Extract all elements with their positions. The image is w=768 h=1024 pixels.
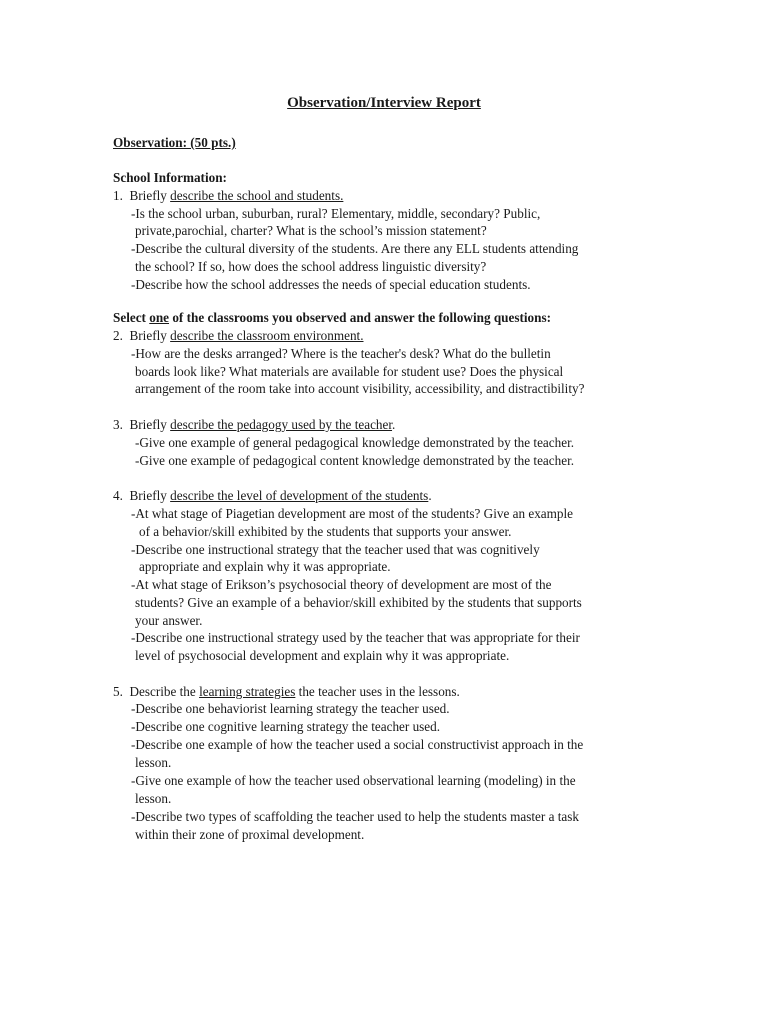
question-4-line: -At what stage of Piagetian development are most of the students? Give an example xyxy=(131,506,574,521)
question-2-line: -How are the desks arranged? Where is the teacher's desk? What do the bulletin xyxy=(131,346,551,361)
question-5-line: within their zone of proximal development. xyxy=(135,827,365,842)
question-5-line: -Describe one cognitive learning strategy the teacher used. xyxy=(131,719,441,734)
question-5-line: -Describe one behaviorist learning strategy the teacher used. xyxy=(131,701,450,716)
question-topic: describe the school and students. xyxy=(170,188,344,203)
question-4-line: -At what stage of Erikson’s psychosocial theory of development are most of the xyxy=(131,577,552,592)
question-1-line: -Describe the cultural diversity of the students. Are there any ELL students attending xyxy=(131,241,579,256)
question-topic: describe the level of development of the students xyxy=(170,488,429,503)
question-3-line: -Give one example of general pedagogical knowledge demonstrated by the teacher. xyxy=(135,435,575,450)
school-info-heading: School Information: xyxy=(113,170,227,185)
question-topic: describe the pedagogy used by the teacher xyxy=(170,417,393,432)
observation-heading: Observation: (50 pts.) xyxy=(113,135,236,150)
question-number: 2. xyxy=(113,328,123,343)
question-1-line: -Describe how the school addresses the needs of special education students. xyxy=(131,277,531,292)
question-3 xyxy=(113,416,395,434)
question-2-line: boards look like? What materials are available for student use? Does the physical xyxy=(135,364,564,379)
question-5-line: -Give one example of how the teacher used observational learning (modeling) in the xyxy=(131,773,576,788)
question-4-line: your answer. xyxy=(135,613,203,628)
select-one: one xyxy=(149,310,170,325)
question-prefix: Describe the xyxy=(129,684,200,699)
question-prefix: Briefly xyxy=(129,188,171,203)
question-1-line: private,parochial, charter? What is the school’s mission statement? xyxy=(135,223,487,238)
question-4-line: students? Give an example of a behavior/skill exhibited by the students that supports xyxy=(135,595,582,610)
page-title: Observation/Interview Report xyxy=(287,95,481,111)
question-prefix: Briefly xyxy=(129,417,171,432)
question-4-line: appropriate and explain why it was appropriate. xyxy=(139,559,391,574)
question-2-line: arrangement of the room take into account visibility, accessibility, and distractibility? xyxy=(135,381,585,396)
question-4-line: level of psychosocial development and explain why it was appropriate. xyxy=(135,648,510,663)
question-4-line: -Describe one instructional strategy used by the teacher that was appropriate for their xyxy=(131,630,580,645)
question-1-line: -Is the school urban, suburban, rural? Elementary, middle, secondary? Public, xyxy=(131,206,541,221)
question-4 xyxy=(113,487,432,505)
question-prefix: Briefly xyxy=(129,328,171,343)
question-prefix: Briefly xyxy=(129,488,171,503)
question-5-line: lesson. xyxy=(135,755,172,770)
question-number: 5. xyxy=(113,684,123,699)
select-post: of the classrooms you observed and answer the following questions: xyxy=(169,310,552,325)
question-4-line: of a behavior/skill exhibited by the students that supports your answer. xyxy=(139,524,512,539)
question-4-line: -Describe one instructional strategy that the teacher used that was cognitively xyxy=(131,542,540,557)
select-instruction xyxy=(113,309,551,327)
question-5-line: -Describe two types of scaffolding the teacher used to help the students master a task xyxy=(131,809,579,824)
question-3-line: -Give one example of pedagogical content knowledge demonstrated by the teacher. xyxy=(135,453,575,468)
question-number: 3. xyxy=(113,417,123,432)
question-suffix: the teacher uses in the lessons. xyxy=(295,684,460,699)
question-suffix: . xyxy=(392,417,396,432)
question-5 xyxy=(113,683,460,701)
question-5-line: lesson. xyxy=(135,791,172,806)
question-topic: learning strategies xyxy=(199,684,296,699)
question-2 xyxy=(113,327,364,345)
question-1-line: the school? If so, how does the school address linguistic diversity? xyxy=(135,259,487,274)
question-number: 4. xyxy=(113,488,123,503)
question-1 xyxy=(113,187,343,205)
question-topic: describe the classroom environment. xyxy=(170,328,364,343)
question-suffix: . xyxy=(428,488,432,503)
question-5-line: -Describe one example of how the teacher used a social constructivist approach in the xyxy=(131,737,584,752)
question-number: 1. xyxy=(113,188,123,203)
select-pre: Select xyxy=(113,310,150,325)
